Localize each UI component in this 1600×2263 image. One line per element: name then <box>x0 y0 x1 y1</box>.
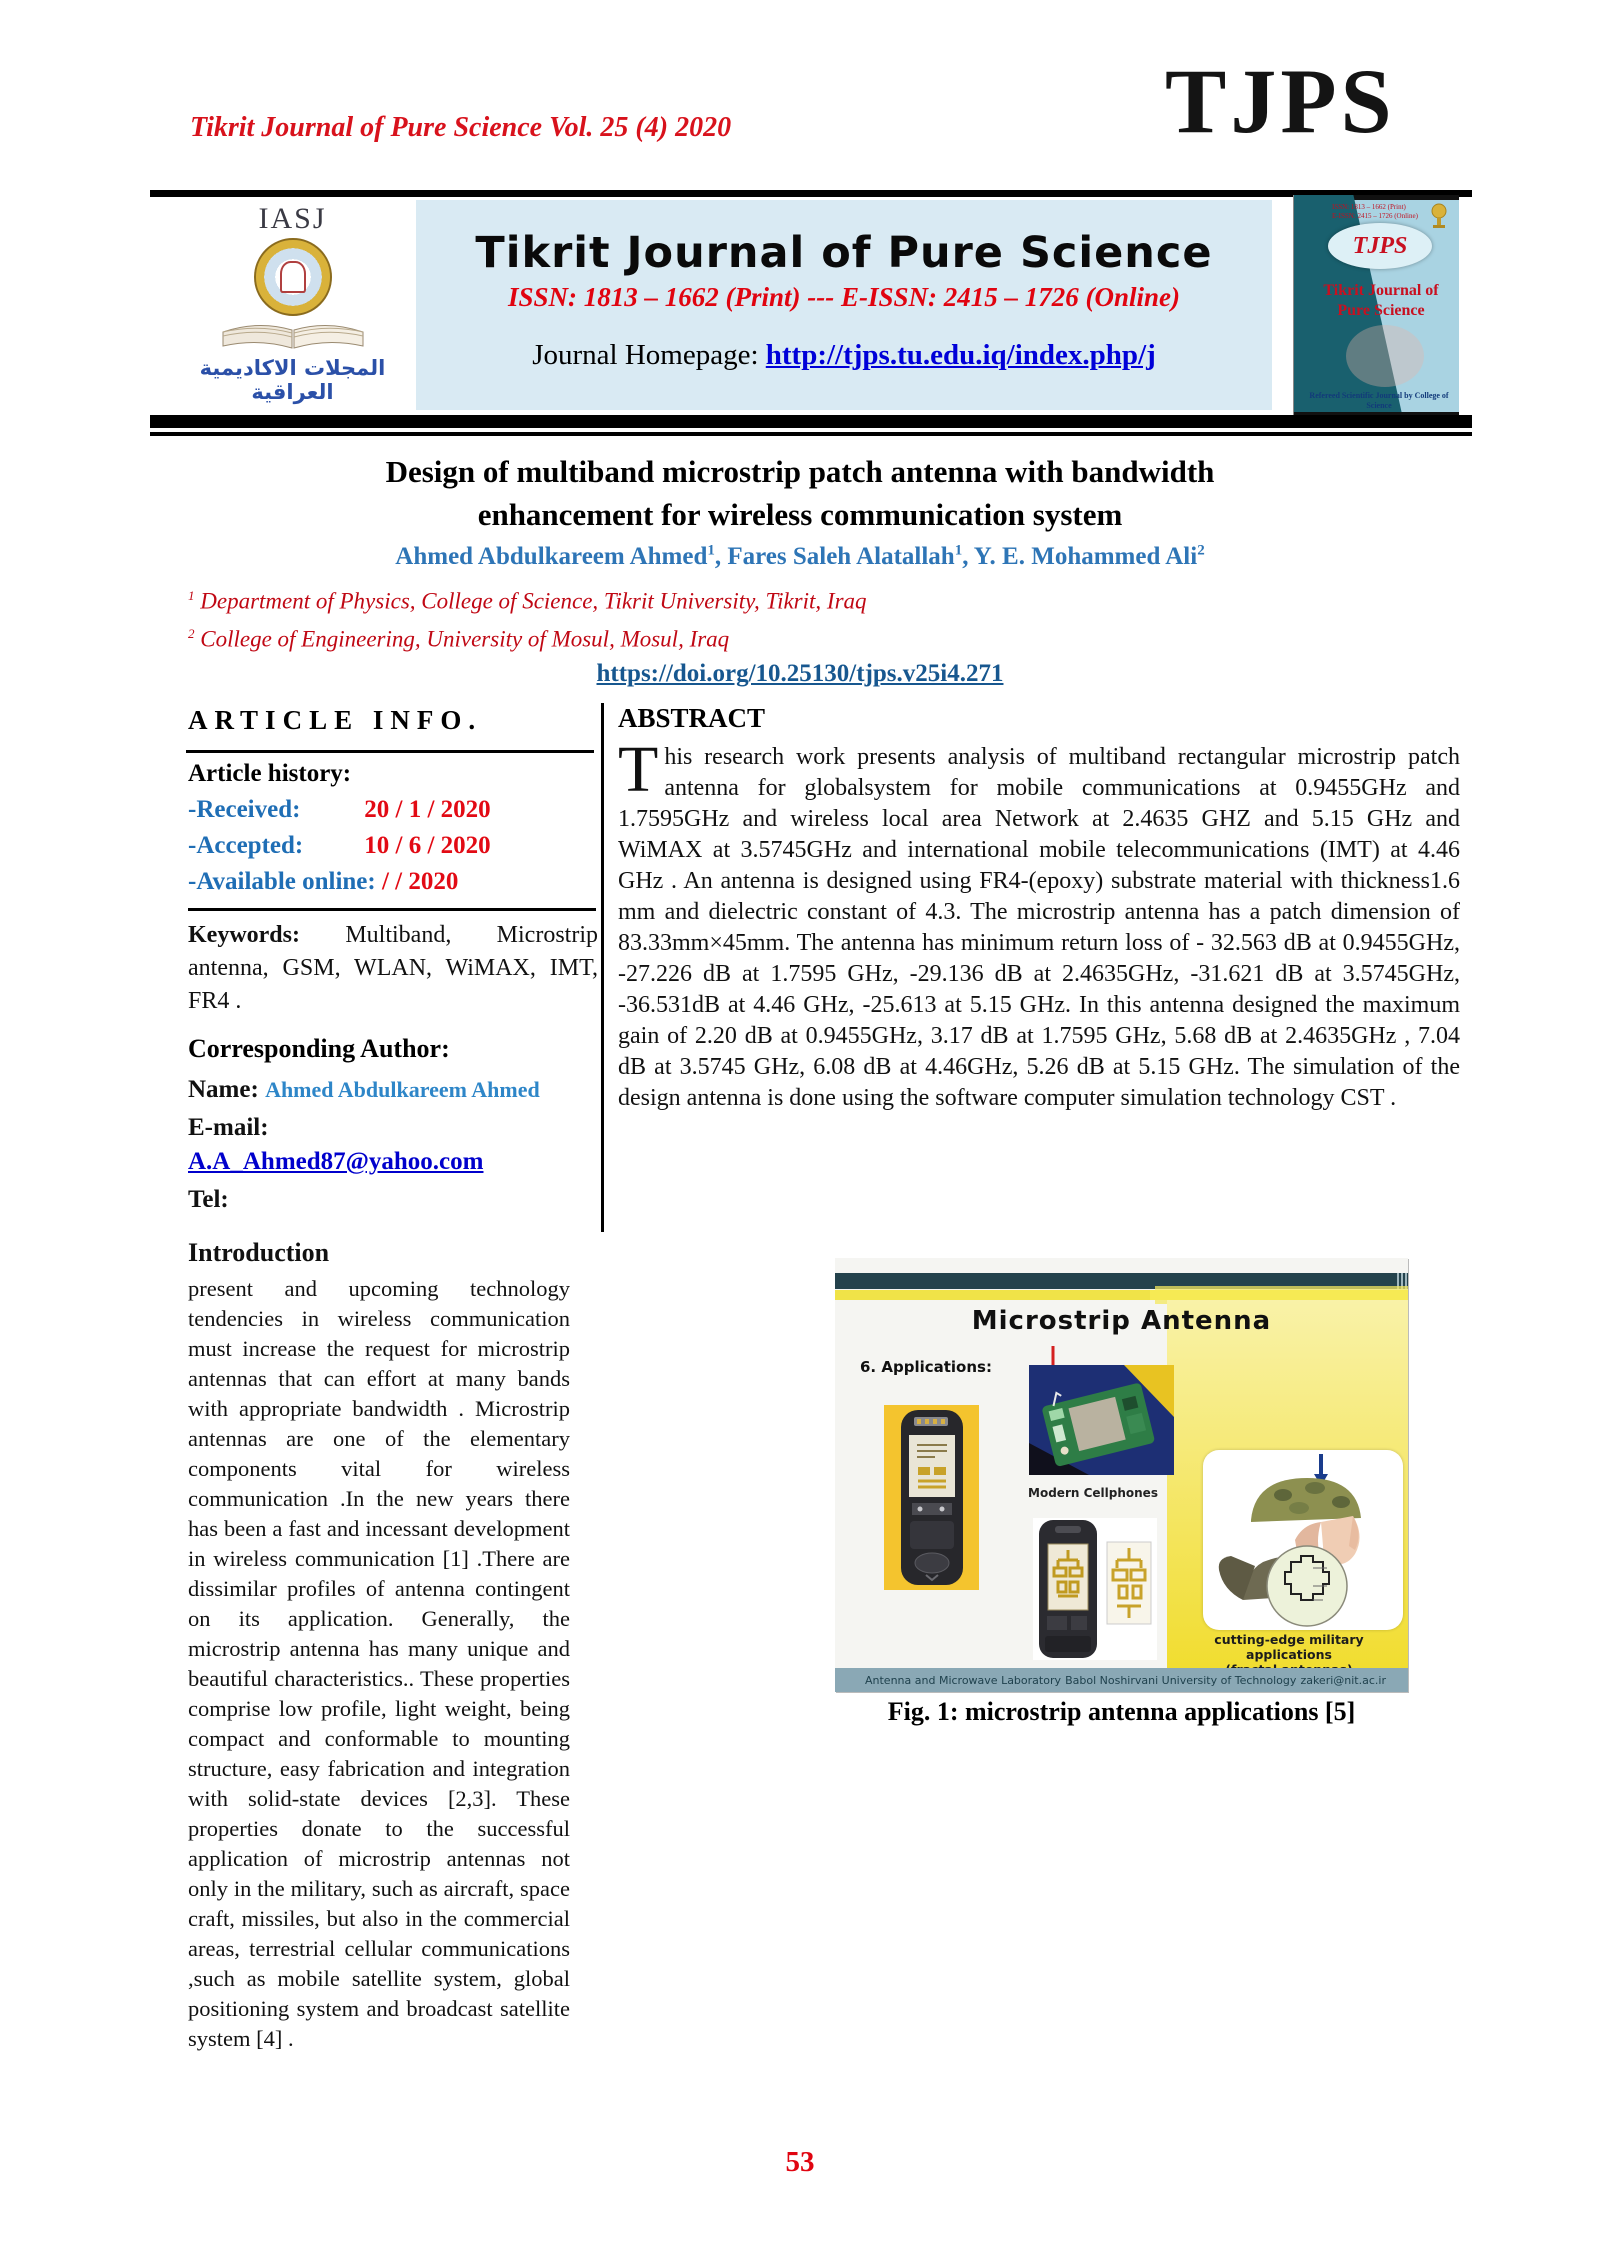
university-emblem-icon <box>1429 203 1449 229</box>
journal-issn-line: ISSN: 1813 – 1662 (Print) --- E-ISSN: 2415 – 1726 (Online) <box>507 282 1181 312</box>
article-info-rule <box>188 908 596 911</box>
slide-applications-label: 6. Applications: <box>860 1358 992 1376</box>
tel-label: Tel: <box>188 1186 229 1213</box>
page-number: 53 <box>785 2146 815 2178</box>
doi-line <box>130 660 1470 688</box>
corresponding-author-label: Corresponding Author: <box>188 1034 450 1063</box>
cover-tjps-ellipse: TJPS <box>1328 223 1432 269</box>
homepage-label: Journal Homepage: <box>532 339 759 371</box>
phone-internals-photo <box>884 1405 979 1590</box>
military-applications-label: cutting-edge military applications <box>1214 1632 1364 1662</box>
accepted-line: -Accepted: 10 / 6 / 2020 <box>188 832 491 859</box>
cover-footer-text: Refereed Scientific Journal by College of Science <box>1309 391 1449 410</box>
banner-bottom-rule-thick <box>150 415 1472 428</box>
phone-antenna-photo <box>1033 1518 1157 1660</box>
doi-link[interactable]: https://doi.org/10.25130/tjps.v25i4.271 <box>596 660 1004 687</box>
article-info-column <box>188 760 598 1214</box>
header-rule <box>150 190 1472 197</box>
slide-footer-right: zakeri@nit.ac.ir <box>1300 1673 1386 1687</box>
cover-issn-small: ISSN: 1813 – 1662 (Print) E-ISSN: 2415 – 1726 (Online) <box>1332 203 1418 220</box>
modern-cellphones-label: Modern Cellphones <box>1028 1486 1158 1500</box>
journal-homepage-line <box>416 339 1272 372</box>
iasj-emblem-icon <box>254 238 332 316</box>
keywords-paragraph: Keywords: Multiband, Microstrip antenna, GSM, WLAN, WiMAX, IMT, FR4 . <box>188 922 598 1014</box>
cover-watermark <box>1346 325 1424 387</box>
slide-yellow-stripe <box>835 1290 1408 1300</box>
journal-banner-title: Tikrit Journal of Pure Science <box>475 228 1213 278</box>
slide-title: Microstrip Antenna <box>971 1306 1272 1336</box>
banner-bottom-rule-thin <box>150 432 1472 436</box>
figure1-slide-image <box>835 1258 1408 1692</box>
received-line: -Received: 20 / 1 / 2020 <box>188 796 491 823</box>
iasj-arabic-caption: المجلات الاكاديمية العراقية <box>199 356 386 404</box>
introduction-heading: Introduction <box>188 1238 330 1267</box>
figure1-caption: Fig. 1: microstrip antenna applications [5] <box>887 1697 1356 1726</box>
email-label: E-mail: <box>188 1114 269 1141</box>
slide-footer-center: Babol Noshirvani University of Technology <box>1065 1673 1297 1687</box>
abstract-heading: ABSTRACT <box>618 703 766 733</box>
corresponding-name-line: Name: Ahmed Abdulkareem Ahmed <box>188 1076 540 1103</box>
article-title: Design of multiband microstrip patch antenna with bandwidth enhancement for wireless communication system <box>385 454 1215 532</box>
journal-banner <box>416 200 1272 410</box>
abstract-dropcap: T <box>618 733 659 806</box>
iasj-logo-text: IASJ <box>258 202 327 235</box>
article-info-heading: ARTICLE INFO. <box>188 705 483 735</box>
affiliation-2: $^2$ College of Engineering, University of Mosul, Mosul, Iraq <box>188 626 730 652</box>
pcb-photo <box>1029 1365 1174 1475</box>
tjps-logo: TJPS <box>1165 50 1396 152</box>
abstract-text: This research work presents analysis of multiband rectangular microstrip patch antenna for globalsystem for mobile communications at 0.9455GHz and 1.7595GHz and wireless local area Network at 2.4635 GHZ and 5.15 GHz and WiMAX at 3.5745GHz and international mobile telecommunications (IMT) at 4.46 GHz . An antenna is designed using FR4-(epoxy) substrate material with thickness1.6 mm and dielectric constant of 4.3. The microstrip antenna has a patch dimension of 83.33mm×45mm. The antenna has minimum return loss of - 32.563 dB at 0.9455GHz, -27.226 dB at 1.7595 GHz, -29.136 dB at 2.4635GHz, -31.621 dB at 3.5745GHz, -36.531dB at 4.46 GHz, -25.613 at 5.15 GHz. In this antenna designed the maximum gain of 2.20 dB at 0.9455GHz, 3.17 dB at 1.7595 GHz, 5.68 dB at 2.4635GHz , 7.04 dB at 3.5745 GHz, 6.08 dB at 4.46GHz, 5.26 dB at 5.15 GHz. The simulation of the design antenna is done using the software computer simulation technology CST . <box>618 733 1460 1111</box>
affiliation-1: $^1$ Department of Physics, College of Science, Tikrit University, Tikrit, Iraq <box>188 588 867 614</box>
email-link[interactable]: A.A_Ahmed87@yahoo.com <box>188 1148 484 1175</box>
article-history-label: Article history: <box>188 760 352 787</box>
slide-footer-bar <box>835 1668 1408 1692</box>
open-book-icon <box>218 318 368 354</box>
cover-journal-title: Tikrit Journal of Pure Science <box>1323 282 1439 319</box>
slide-footer-left: Antenna and Microwave Laboratory <box>865 1673 1061 1687</box>
military-application-photo <box>1203 1450 1403 1630</box>
iasj-logo <box>185 200 400 410</box>
journal-cover-thumbnail <box>1293 195 1459 418</box>
page-header-journal-line: Tikrit Journal of Pure Science Vol. 25 (4) 2020 <box>190 112 732 143</box>
email-line <box>188 1148 598 1176</box>
introduction-text: present and upcoming technology tendencies in wireless communication must increase the request for microstrip antennas that can effort at many bands with appropriate bandwidth . Microstrip antennas are one of the elementary components vital for wireless communication .In the new years there has been a fast and incessant development in wireless communication [1] .There are dissimilar profiles of antenna contingent on its application. Generally, the microstrip antenna has many unique and beautiful characteristics.. These properties comprise low profile, light weight, being compact and conformable to mounting structure, easy fabrication and integration with solid-state devices [2,3]. These properties donate to the successful application of microstrip antennas not only in the military, such as aircraft, space craft, missiles, but also in the commercial areas, terrestrial cellular communications ,such as mobile satellite system, global positioning system and broadcast satellite system [4] . <box>188 1276 570 2051</box>
column-divider <box>601 703 604 1232</box>
author-line: Ahmed Abdulkareem Ahmed$^1$, Fares Saleh Alatallah$^1$, Y. E. Mohammed Ali$^2$ <box>395 543 1205 571</box>
article-info-underline <box>186 750 594 753</box>
homepage-link[interactable]: http://tjps.tu.edu.iq/index.php/j <box>765 339 1156 371</box>
available-line: -Available online: / / 2020 <box>188 868 459 895</box>
